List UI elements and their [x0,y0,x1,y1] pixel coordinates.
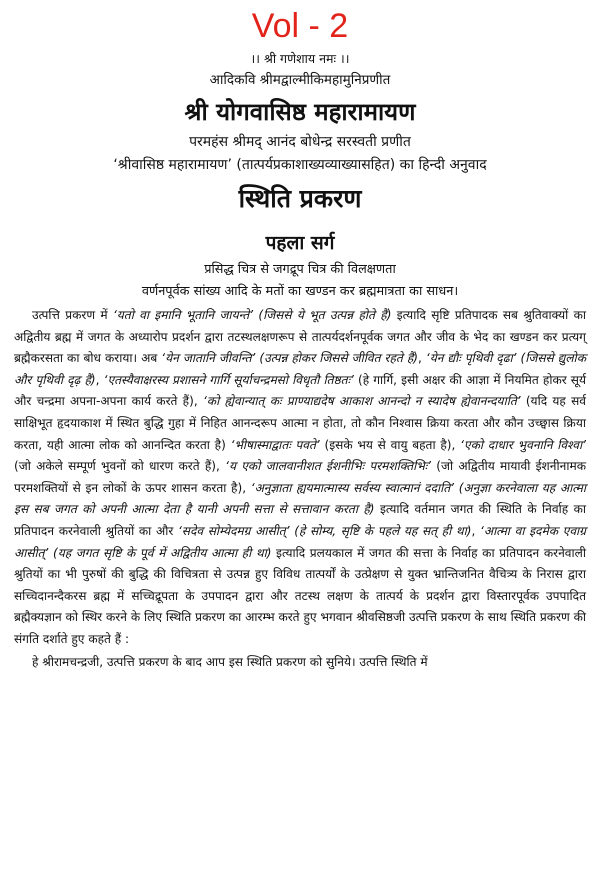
chapter-title: पहला सर्ग [265,232,335,254]
paragraph-text: (हे गार्गि, इसी अक्षर की आज्ञा में नियमित होकर सूर्य और चन्द्रमा अपना-अपना कार्य करते हैं), [14,372,586,409]
paragraph-text: , [95,372,104,387]
quoted-verse: ‘सदेव सोम्येदमग्र आसीत्’ (हे सोम्य, सृष्टि के पहले यह सत् ही था) [177,523,472,538]
quoted-verse: ‘एतस्यैवाक्षरस्य प्रशासने गार्गि सूर्याचन्द्रमसो विधृतौ तिष्ठतः’ [103,372,354,387]
paragraph-text: इत्यादि प्रलयकाल में जगत की सत्ता के निर्वाह का प्रतिपादन करनेवाली श्रुतियों का भी पुरुषों की बुद्धि की विचित्रता से उत्पन्न हुए विविध तात्पर्यों के उत्प्रेक्षण से युक्त भ्रान्तिजनित वैचित्र्य के निरास द्वारा सच्चिदानन्दैकरस ब्रह्म में सच्चिद्रूपता के उपपादन द्वारा और तटस्थ लक्षण के तात्पर्य के प्रदर्शन द्वारा विस्तारपूर्वक उपपादित ब्रह्मैक्यज्ञान को स्थिर करने के लिए स्थिति प्रकरण का आरम्भ करते हुए भगवान श्रीवसिष्ठजी उत्पत्ति प्रकरण के साथ स्थिति प्रकरण की संगति दर्शाते हुए कहते हैं : [14,545,586,646]
invocation-line: ।। श्री गणेशाय नमः ।। [250,51,350,66]
body-paragraph-1 [14,305,586,651]
quoted-verse: ‘येन जातानि जीवन्ति’ (उत्पन्न होकर जिससे जीवित रहते हैं) [161,351,418,366]
paragraph-text: (इसके भय से वायु बहता है), [319,437,461,452]
paragraph-text: (जो अकेले सम्पूर्ण भुवनों को धारण करते हैं), [14,459,226,474]
body-paragraph-2: हे श्रीरामचन्द्रजी, उत्पत्ति प्रकरण के बाद आप इस स्थिति प्रकरण को सुनिये। उत्पत्ति स्थिति में [32,654,428,669]
quoted-verse: ‘अनुज्ञाता ह्ययमात्मास्य सर्वस्य स्वात्मानं ददाति’ (अनुज्ञा करनेवाला यह आत्मा इस सब जगत को अपनी आत्मा देता है यानी अपनी सत्ता से सत्तावान करता है) [14,480,586,517]
quoted-verse: ‘को ह्येवान्यात् कः प्राण्याद्यदेष आकाश आनन्दो न स्यादेष ह्येवानन्दयाति’ [202,394,521,409]
paragraph-text: इत्यादि सृष्टि प्रतिपादक सब श्रुतिवाक्यों का अद्वितीय ब्रह्म में जगत के अध्यारोप प्रदर्शन द्वारा तटस्थलक्षणरूप से तात्पर्यदर्शनपूर्वक जगत और जीव के भेद का खण्डन कर प्रत्यग् ब्रह्मैकरसता का बोध कराया। अब [14,308,587,366]
quoted-verse: ‘एको दाधार भुवनानि विश्वा’ [460,437,586,452]
author-line: आदिकवि श्रीमद्वाल्मीकिमहामुनिप्रणीत [209,72,391,88]
paragraph-text: , [418,351,426,366]
quoted-verse: ‘भीषास्माद्वातः पवते’ [230,437,320,452]
summary-line-1: प्रसिद्ध चित्र से जगद्रूप चित्र की विलक्षणता [204,262,396,277]
paragraph-text: (जो अद्वितीय मायावी ईशनीनामक परमशक्तियों से इन लोकों के ऊपर शासन करता है), [14,459,586,495]
summary-line-2: वर्णनपूर्वक सांख्य आदि के मतों का खण्डन कर ब्रह्ममात्रता का साधन। [141,284,459,299]
volume-label: Vol - 2 [251,7,349,45]
translation-line: ‘श्रीवासिष्ठ महारामायण’ (तात्पर्यप्रकाशाख्यव्याख्यासहित) का हिन्दी अनुवाद [113,157,487,173]
paragraph-text: (यदि यह सर्व साक्षिभूत हृदयाकाश में स्थित बुद्धि गुहा में निहित आनन्दरूप आत्मा न होता, तो कौन निश्वास क्रिया करता और कौन उच्छ्वास क्रिया करता, यही आत्मा लोक को आनन्दित करता है) [14,394,586,452]
paragraph-text: इत्यादि वर्तमान जगत की स्थिति के निर्वाह का प्रतिपादन करनेवाली श्रुतियों का और [14,502,586,538]
book-title: श्री योगवासिष्ठ महारामायण [184,98,416,126]
paragraph-text: उत्पत्ति प्रकरण में [32,308,113,322]
paragraph-text: , [471,523,480,538]
quoted-verse: ‘य एको जालवानीशत ईशनीभिः परमशक्तिभिः’ [225,459,432,474]
quoted-verse: ‘आत्मा वा इदमेक एवाग्र आसीत्’ (यह जगत सृष्टि के पूर्व में अद्वितीय आत्मा ही था) [14,523,587,560]
quoted-verse: ‘येन द्यौः पृथिवी दृढा’ (जिससे द्युलोक और पृथिवी दृढ़ हैं) [14,351,586,387]
section-title: स्थिति प्रकरण [238,184,362,213]
quoted-verse: ‘यतो वा इमानि भूतानि जायन्ते’ (जिससे ये भूत उत्पन्न होते हैं) [112,308,392,322]
commentator-line: परमहंस श्रीमद् आनंद बोधेन्द्र सरस्वती प्रणीत [189,134,411,150]
